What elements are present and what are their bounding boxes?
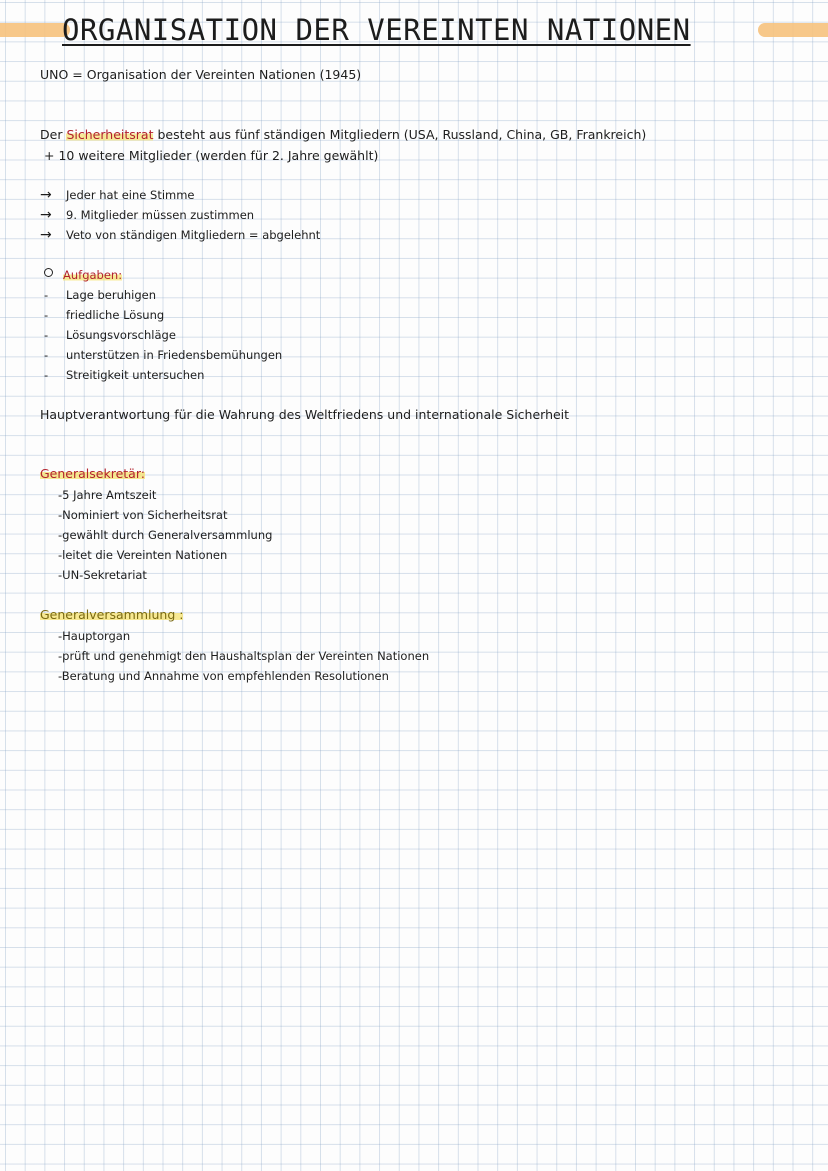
tasks-heading-row [44,266,122,284]
dash-bullet-icon: - [44,288,49,302]
sicherheitsrat-term: Sicherheitsrat [66,127,154,142]
intro-prefix: Der [40,127,63,142]
title-highlight-left [0,23,70,37]
generalsekretaer-item: -gewählt durch Generalversammlung [58,528,273,542]
title-area [0,8,828,52]
arrow-item-text: Veto von ständigen Mitgliedern = abgelehnt [66,228,321,242]
generalsekretaer-item: -UN-Sekretariat [58,568,147,582]
sicherheitsrat-intro [40,126,646,144]
arrow-icon: → [40,187,52,203]
generalversammlung-heading-row [40,606,183,624]
arrow-icon: → [40,227,52,243]
task-text: friedliche Lösung [66,308,165,322]
arrow-item [40,186,195,204]
task-item [44,306,164,324]
generalversammlung-heading: Generalversammlung : [40,607,184,622]
task-text: Lösungsvorschläge [66,328,176,342]
uno-definition: UNO = Organisation der Vereinten Nationen (1945) [40,67,362,82]
generalsekretaer-heading: Generalsekretär: [40,466,145,481]
arrow-icon: → [40,207,52,223]
generalsekretaer-item: -Nominiert von Sicherheitsrat [58,508,228,522]
responsibility-statement: Hauptverantwortung für die Wahrung des Weltfriedens und internationale Sicherheit [40,407,570,422]
arrow-item [40,226,320,244]
dash-bullet-icon: - [44,308,49,322]
task-text: Streitigkeit untersuchen [66,368,205,382]
generalsekretaer-item: -leitet die Vereinten Nationen [58,548,228,562]
task-item [44,366,204,384]
task-text: Lage beruhigen [66,288,157,302]
generalversammlung-item: -Hauptorgan [58,629,131,643]
task-item [44,286,156,304]
task-item [44,346,282,364]
task-item [44,326,176,344]
arrow-item-text: Jeder hat eine Stimme [66,188,195,202]
intro-rest: besteht aus fünf ständigen Mitgliedern (USA, Russland, China, GB, Frankreich) [157,127,647,142]
generalsekretaer-item: -5 Jahre Amtszeit [58,488,157,502]
tasks-heading: Aufgaben: [63,268,123,282]
arrow-item [40,206,254,224]
generalversammlung-item: -Beratung und Annahme von empfehlenden Resolutionen [58,669,389,683]
sicherheitsrat-line2: + 10 weitere Mitglieder (werden für 2. Jahre gewählt) [44,148,379,163]
page-title: ORGANISATION DER VEREINTEN NATIONEN [62,13,691,47]
dash-bullet-icon: - [44,328,49,342]
generalversammlung-item: -prüft und genehmigt den Haushaltsplan der Vereinten Nationen [58,649,430,663]
dash-bullet-icon: - [44,368,49,382]
generalsekretaer-heading-row [40,465,145,483]
task-text: unterstützen in Friedensbemühungen [66,348,283,362]
dash-bullet-icon: - [44,348,49,362]
arrow-item-text: 9. Mitglieder müssen zustimmen [66,208,255,222]
title-highlight-right [758,23,828,37]
circle-bullet-icon [44,268,53,277]
